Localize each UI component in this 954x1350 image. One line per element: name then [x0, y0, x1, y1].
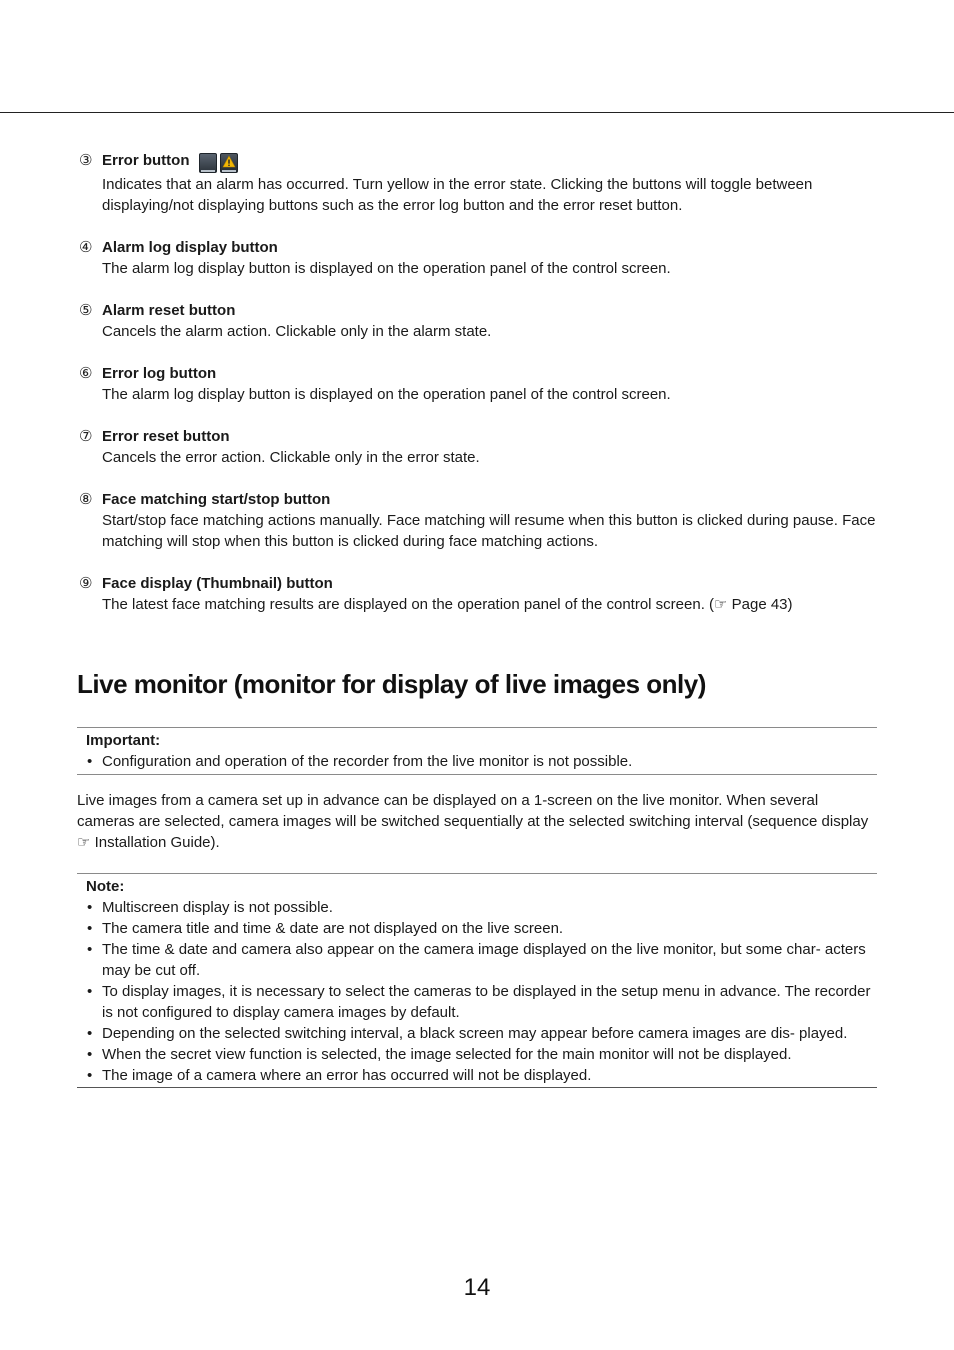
- important-label: Important:: [86, 732, 161, 749]
- list-item: • Depending on the selected switching interval, a black screen may appear before camera images are dis- played.: [77, 1023, 877, 1044]
- note-list: [77, 897, 877, 1086]
- item-number: ⑧: [79, 491, 93, 508]
- error-button-icons: [199, 153, 241, 174]
- item-description: Cancels the error action. Clickable only in the error state.: [102, 449, 480, 466]
- item-description: Cancels the alarm action. Clickable only in the alarm state.: [102, 323, 492, 340]
- item-description: The latest face matching results are displayed on the operation panel of the control screen. (☞ Page 43): [102, 596, 793, 613]
- list-item: • When the secret view function is selected, the image selected for the main monitor will not be displayed.: [77, 1044, 877, 1065]
- item-number: ⑤: [79, 302, 93, 319]
- item-error-log-button: [77, 363, 877, 405]
- item-number: ③: [79, 152, 93, 169]
- item-title: Face display (Thumbnail) button: [102, 575, 333, 592]
- item-number: ⑨: [79, 575, 93, 592]
- list-item: • The image of a camera where an error has occurred will not be displayed.: [77, 1065, 877, 1086]
- error-display-icon: [199, 153, 217, 173]
- list-item: • The time & date and camera also appear on the camera image displayed on the live monitor, but some char- acters may be cut off.: [77, 939, 877, 981]
- item-number: ⑥: [79, 365, 93, 382]
- item-alarm-reset-button: [77, 300, 877, 342]
- item-alarm-log-display-button: [77, 237, 877, 279]
- item-title: Alarm log display button: [102, 239, 278, 256]
- item-title: Error log button: [102, 365, 217, 382]
- list-item: • To display images, it is necessary to select the cameras to be displayed in the setup menu in advance. The recorder is not configured to display camera images by default.: [77, 981, 877, 1023]
- item-face-matching-start-stop-button: [77, 489, 877, 552]
- item-description: The alarm log display button is displayed on the operation panel of the control screen.: [102, 260, 671, 277]
- page-number: 14: [463, 1274, 491, 1301]
- body-paragraph: Live images from a camera set up in advance can be displayed on a 1-screen on the live monitor. When several cameras are selected, camera images will be switched sequentially at the selected switching interval (sequence display ☞ Installation Guide).: [77, 792, 869, 851]
- item-error-reset-button: [77, 426, 877, 468]
- important-box: [77, 727, 877, 775]
- note-box: [77, 873, 877, 1088]
- list-item: • The camera title and time & date are not displayed on the live screen.: [77, 918, 877, 939]
- item-title: Face matching start/stop button: [102, 491, 331, 508]
- important-list: [77, 751, 877, 772]
- item-title: Error reset button: [102, 428, 230, 445]
- item-description: The alarm log display button is displayed on the operation panel of the control screen.: [102, 386, 671, 403]
- button-description-list: [77, 150, 877, 636]
- warning-icon: [220, 153, 238, 173]
- item-number: ⑦: [79, 428, 93, 445]
- note-label: Note:: [86, 878, 125, 895]
- item-face-display-thumbnail-button: [77, 573, 877, 615]
- item-title: Alarm reset button: [102, 302, 236, 319]
- item-description: Start/stop face matching actions manually. Face matching will resume when this button is clicked during pause. Face matching will stop when this button is clicked during face matching actions.: [102, 512, 876, 550]
- section-title: Live monitor (monitor for display of live images only): [77, 669, 706, 699]
- list-item: • Configuration and operation of the recorder from the live monitor is not possible.: [77, 751, 877, 772]
- header-rule: [0, 112, 954, 113]
- item-number: ④: [79, 239, 93, 256]
- item-title: Error button: [102, 152, 190, 169]
- list-item: • Multiscreen display is not possible.: [77, 897, 877, 918]
- item-error-button: [77, 150, 877, 216]
- item-description: Indicates that an alarm has occurred. Turn yellow in the error state. Clicking the buttons will toggle between displaying/not displaying buttons such as the error log button and the error reset button.: [102, 176, 813, 214]
